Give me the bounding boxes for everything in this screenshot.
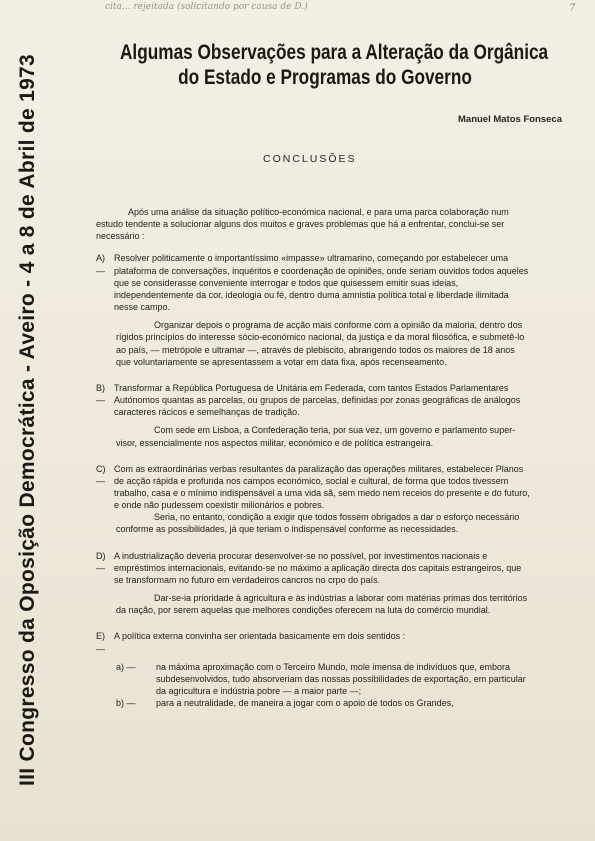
section-d-label: D) — [96,550,106,573]
title-line-1: Algumas Observações para a Alteração da Orgânica [120,41,549,64]
section-b-label: B) — [96,382,105,406]
section-d [96,550,532,586]
section-e-subitem-b [116,697,532,709]
section-e-subitem-a-text: na máxima aproximação com o Terceiro Mundo, mole imensa de indivíduos que, embora subdesenvolvidos, tudo absorveriam das nossas possibilidades de exportação, em particular da agricultura e indústria pobre — a maior parte —; [156,661,526,696]
section-d-paragraph-2: Dar-se-ia prioridade à agricultura e às indústrias a laborar com matérias primas dos territórios da nação, por serem aquelas que melhores condições oferecem na luta do comércio mundial. [116,593,528,616]
section-e-subitem-b-label: b) — [116,698,136,709]
section-a [96,252,532,313]
page-number: 7 [569,3,576,14]
section-c-text: Com as extraordinárias verbas resultantes da paralização das operações militares, estabelecer Planos de acção rápida e profunda nos campos económico, social e cultural, de forma que todos tivessem trabalho, casa e o mínimo indispensável a uma vida sã, sem medo nem receios do presente e do futuro, e onde não pudessem coexistir milionários e pobres. [114,463,530,511]
section-e-subitem-a-label: a) — [116,661,136,672]
document-body [96,206,532,709]
title-line-2: do Estado e Programas do Governo [178,66,472,89]
document-title [120,40,549,90]
section-b [96,382,532,418]
handwritten-note: cita... rejeitada (solicitando por causa de D.) [105,2,308,12]
spine-congress-title: III Congresso da Oposição Democrática - Aveiro - 4 a 8 de Abril de 1973 [16,53,39,787]
section-e-text: A política externa convinha ser orientada basicamente em dois sentidos : [114,631,406,642]
section-e-label: E) — [96,631,105,654]
intro-paragraph: Após uma análise da situação político-económica nacional, e para uma parca colaboração num estudo tendente a solucionar alguns dos muitos e graves problemas que há a enfrentar, conclui-se ser necessário : [96,207,509,242]
section-e [96,630,532,654]
section-b-paragraph-2: Com sede em Lisboa, a Confederação teria, por sua vez, um governo e parlamento super-visor, essencialmente nos aspectos militar, económico e de política estrangeira. [116,425,516,448]
section-a-paragraph-2: Organizar depois o programa de acção mais conforme com a opinião da maioria, dentro dos rígidos princípios do interesse sócio-económico nacional, da justiça e da moral filosófica, e submetê-lo ao país, — metrópole e ultramar —, através de plebiscito, abrangendo todos os maiores de 18 anos que voluntariamente se apresentassem a votar em data fixa, após recenseamento. [116,320,525,367]
section-heading: CONCLUSÕES [263,153,357,165]
section-c-paragraph-2: Seria, no entanto, condição a exigir que todos fossem obrigados a dar o esforço necessário conforme as possibilidades, já que teriam o indispensável conforme as necessidades. [116,512,520,535]
section-e-subitem-a [116,661,532,697]
section-e-subitem-b-text: para a neutralidade, de maneira a jogar com o apoio de todos os Grandes, [156,698,454,709]
section-c [96,463,532,512]
section-b-text: Transformar a República Portuguesa de Unitária em Federada, com tantos Estados Parlamentares Autónomos quantas as parcelas, ou grupos de parcelas, definidas por zonas geográficas de análogos caracteres rácicos e semelhanças de tradição. [114,382,521,418]
author-name: Manuel Matos Fonseca [458,114,562,125]
section-d-text: A industrialização deveria procurar desenvolver-se no possível, por investimentos nacionais e empréstimos internacionais, evitando-se no máximo a aplicação directa dos capitais estrangeiros, que se transformam no futuro em verdadeiros cancros no crpo do país. [114,550,522,585]
section-a-label: A) — [96,253,105,276]
section-a-text: Resolver politicamente o importantíssimo «impasse» ultramarino, começando por estabelecer uma plataforma de conversações, inquéritos e coordenação de opiniões, onde seriam ouvidos todos aqueles que se considerasse conveniente interrogar e todos que quisessem emitir suas ideias, independentemente da cor, ideologia ou fé, dentro duma amnistia política total e liberdade ilimitada nesse campo. [114,253,529,313]
section-c-label: C) — [96,463,106,486]
